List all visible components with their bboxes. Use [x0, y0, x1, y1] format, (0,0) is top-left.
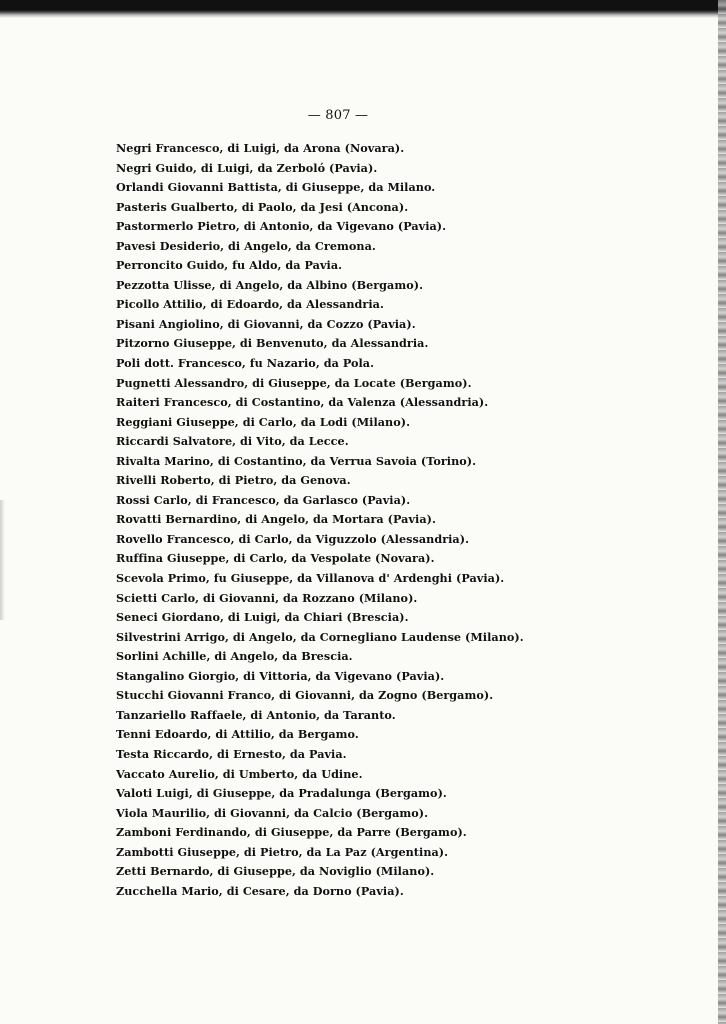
list-item: Zucchella Mario, di Cesare, da Dorno (Pavia).	[116, 883, 404, 898]
list-item: Pugnetti Alessandro, di Giuseppe, da Locate (Bergamo).	[116, 375, 472, 390]
list-item: Rovello Francesco, di Carlo, da Viguzzolo (Alessandria).	[116, 531, 470, 546]
list-item: Valoti Luigi, di Giuseppe, da Pradalunga (Bergamo).	[116, 786, 447, 801]
list-item: Testa Riccardo, di Ernesto, da Pavia.	[116, 746, 347, 761]
list-item: Rivalta Marino, di Costantino, da Verrua Savoia (Torino).	[116, 453, 477, 468]
scan-left-shadow	[0, 500, 5, 620]
list-item: Reggiani Giuseppe, di Carlo, da Lodi (Milano).	[116, 414, 411, 429]
list-item: Zetti Bernardo, di Giuseppe, da Noviglio (Milano).	[116, 864, 435, 879]
list-item: Sorlini Achille, di Angelo, da Brescia.	[116, 649, 353, 664]
list-item: Seneci Giordano, di Luigi, da Chiari (Brescia).	[116, 610, 409, 625]
scan-top-edge	[0, 0, 726, 18]
list-item: Poli dott. Francesco, fu Nazario, da Pola.	[116, 356, 375, 371]
list-item: Pisani Angiolino, di Giovanni, da Cozzo (Pavia).	[116, 316, 416, 331]
list-item: Pavesi Desiderio, di Angelo, da Cremona.	[116, 238, 376, 253]
list-item: Pastormerlo Pietro, di Antonio, da Vigevano (Pavia).	[116, 219, 447, 234]
list-item: Stucchi Giovanni Franco, di Giovanni, da Zogno (Bergamo).	[116, 688, 494, 703]
list-item: Perroncito Guido, fu Aldo, da Pavia.	[116, 258, 343, 273]
list-item: Rovatti Bernardino, di Angelo, da Mortara (Pavia).	[116, 512, 436, 527]
name-list	[116, 139, 586, 901]
scan-right-edge	[718, 0, 726, 1024]
list-item: Rivelli Roberto, di Pietro, da Genova.	[116, 473, 351, 488]
list-item: Zamboni Ferdinando, di Giuseppe, da Parre (Bergamo).	[116, 825, 467, 840]
list-item: Pezzotta Ulisse, di Angelo, da Albino (Bergamo).	[116, 277, 424, 292]
list-item: Negri Guido, di Luigi, da Zerboló (Pavia).	[116, 160, 378, 175]
page-number: — 807 —	[307, 108, 369, 123]
list-item: Pasteris Gualberto, di Paolo, da Jesi (Ancona).	[116, 199, 409, 214]
list-item: Silvestrini Arrigo, di Angelo, da Cornegliano Laudense (Milano).	[116, 629, 524, 644]
list-item: Rossi Carlo, di Francesco, da Garlasco (Pavia).	[116, 492, 411, 507]
list-item: Viola Maurilio, di Giovanni, da Calcio (Bergamo).	[116, 805, 429, 820]
list-item: Orlandi Giovanni Battista, di Giuseppe, da Milano.	[116, 180, 436, 195]
list-item: Scietti Carlo, di Giovanni, da Rozzano (Milano).	[116, 590, 418, 605]
list-item: Raiteri Francesco, di Costantino, da Valenza (Alessandria).	[116, 395, 489, 410]
list-item: Picollo Attilio, di Edoardo, da Alessandria.	[116, 297, 384, 312]
list-item: Riccardi Salvatore, di Vito, da Lecce.	[116, 434, 349, 449]
list-item: Vaccato Aurelio, di Umberto, da Udine.	[116, 766, 363, 781]
list-item: Tenni Edoardo, di Attilio, da Bergamo.	[116, 727, 359, 742]
list-item: Stangalino Giorgio, di Vittoria, da Vigevano (Pavia).	[116, 668, 445, 683]
list-item: Scevola Primo, fu Giuseppe, da Villanova d' Ardenghi (Pavia).	[116, 571, 505, 586]
list-item: Negri Francesco, di Luigi, da Arona (Novara).	[116, 141, 405, 155]
list-item: Ruffina Giuseppe, di Carlo, da Vespolate (Novara).	[116, 551, 435, 566]
list-item: Zambotti Giuseppe, di Pietro, da La Paz (Argentina).	[116, 844, 449, 859]
list-item: Tanzariello Raffaele, di Antonio, da Taranto.	[116, 707, 396, 722]
list-item: Pitzorno Giuseppe, di Benvenuto, da Alessandria.	[116, 336, 429, 351]
